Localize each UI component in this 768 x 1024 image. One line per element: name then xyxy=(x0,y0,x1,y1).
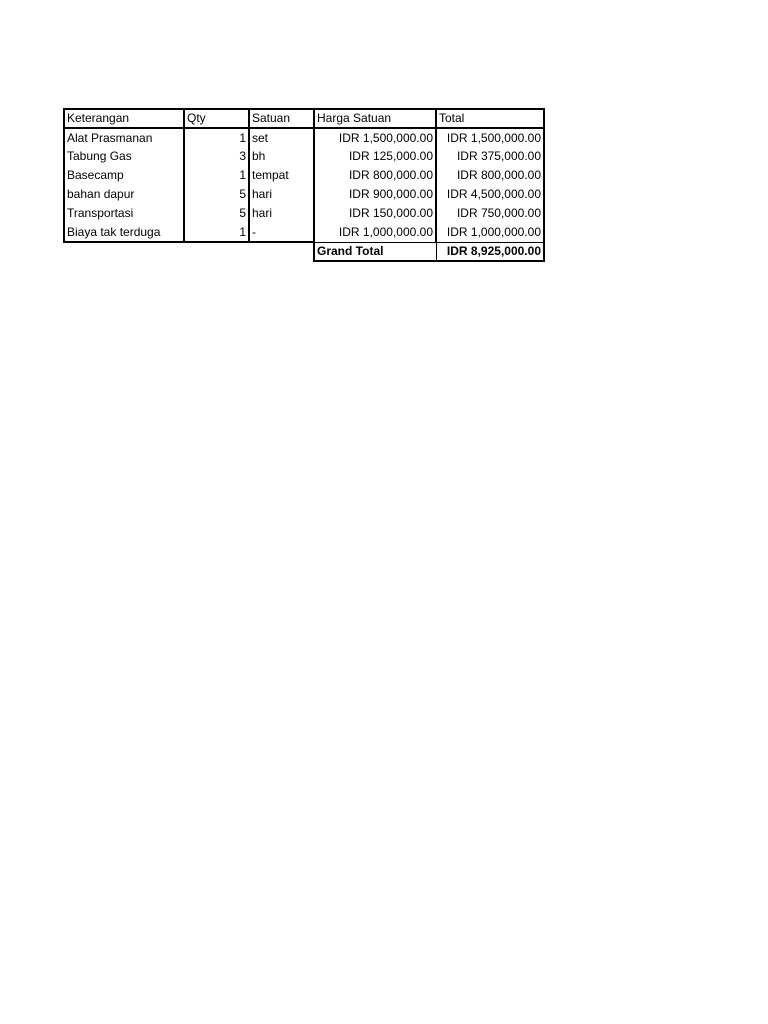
cell-satuan[interactable]: hari xyxy=(249,185,314,204)
cell-satuan[interactable]: bh xyxy=(249,147,314,166)
table-row xyxy=(64,185,544,204)
cell-total[interactable]: IDR 800,000.00 xyxy=(436,166,544,185)
table-header-row xyxy=(64,109,544,128)
cell-total[interactable]: IDR 1,500,000.00 xyxy=(436,128,544,147)
cell-qty[interactable]: 3 xyxy=(184,147,249,166)
cell-harga-satuan[interactable]: IDR 1,500,000.00 xyxy=(314,128,436,147)
cell-keterangan[interactable]: Alat Prasmanan xyxy=(64,128,184,147)
grand-total-value[interactable]: IDR 8,925,000.00 xyxy=(436,242,544,261)
cell-qty[interactable]: 5 xyxy=(184,204,249,223)
cell-keterangan[interactable]: Transportasi xyxy=(64,204,184,223)
table-row xyxy=(64,128,544,147)
cell-qty[interactable]: 1 xyxy=(184,166,249,185)
cell-harga-satuan[interactable]: IDR 125,000.00 xyxy=(314,147,436,166)
cell-harga-satuan[interactable]: IDR 800,000.00 xyxy=(314,166,436,185)
cell-satuan[interactable]: tempat xyxy=(249,166,314,185)
cell-keterangan[interactable]: Basecamp xyxy=(64,166,184,185)
cell-harga-satuan[interactable]: IDR 150,000.00 xyxy=(314,204,436,223)
table-row xyxy=(64,166,544,185)
header-satuan[interactable]: Satuan xyxy=(249,109,314,128)
cell-total[interactable]: IDR 375,000.00 xyxy=(436,147,544,166)
cell-satuan[interactable]: set xyxy=(249,128,314,147)
empty-cell xyxy=(64,242,314,261)
header-keterangan[interactable]: Keterangan xyxy=(64,109,184,128)
header-harga-satuan[interactable]: Harga Satuan xyxy=(314,109,436,128)
cell-harga-satuan[interactable]: IDR 1,000,000.00 xyxy=(314,223,436,242)
cell-satuan[interactable]: hari xyxy=(249,204,314,223)
cell-qty[interactable]: 1 xyxy=(184,223,249,242)
grand-total-label[interactable]: Grand Total xyxy=(314,242,436,261)
header-total[interactable]: Total xyxy=(436,109,544,128)
cell-keterangan[interactable]: Tabung Gas xyxy=(64,147,184,166)
spreadsheet-area xyxy=(63,108,545,262)
cell-qty[interactable]: 1 xyxy=(184,128,249,147)
cell-keterangan[interactable]: bahan dapur xyxy=(64,185,184,204)
table-row xyxy=(64,147,544,166)
cell-keterangan[interactable]: Biaya tak terduga xyxy=(64,223,184,242)
cell-harga-satuan[interactable]: IDR 900,000.00 xyxy=(314,185,436,204)
cell-satuan[interactable]: - xyxy=(249,223,314,242)
grand-total-row xyxy=(64,242,544,261)
table-row xyxy=(64,223,544,242)
cell-total[interactable]: IDR 750,000.00 xyxy=(436,204,544,223)
cost-table xyxy=(63,108,545,262)
table-row xyxy=(64,204,544,223)
cell-qty[interactable]: 5 xyxy=(184,185,249,204)
cell-total[interactable]: IDR 4,500,000.00 xyxy=(436,185,544,204)
cell-total[interactable]: IDR 1,000,000.00 xyxy=(436,223,544,242)
header-qty[interactable]: Qty xyxy=(184,109,249,128)
